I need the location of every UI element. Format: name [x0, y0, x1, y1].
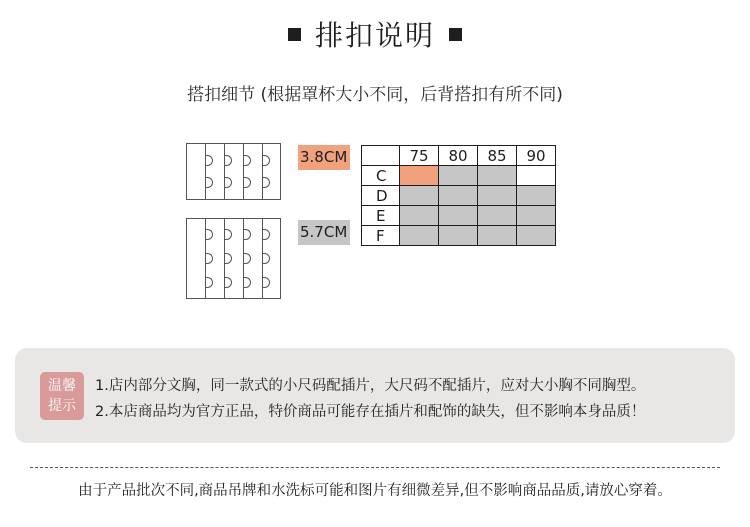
band-75: 75 [400, 146, 439, 166]
grid-cell [517, 206, 556, 226]
grid-corner [362, 146, 400, 166]
grid-cell [517, 166, 556, 186]
grid-cell [478, 226, 517, 246]
grid-row-c [362, 166, 556, 186]
grid-cell [400, 206, 439, 226]
grid-cell [478, 206, 517, 226]
band-90: 90 [517, 146, 556, 166]
hook-illustration-3-row [186, 218, 281, 299]
grid-header-row [362, 146, 556, 166]
title-left-square [288, 28, 301, 41]
tips-badge-line1: 温馨 [48, 378, 76, 394]
grid-cell [439, 166, 478, 186]
hook-illustration-2-row [186, 143, 281, 200]
grid-cell [478, 166, 517, 186]
grid-row-d [362, 186, 556, 206]
tip-line-2: 2.本店商品均为官方正品，特价商品可能存在插片和配饰的缺失，但不影响本身品质！ [95, 404, 646, 420]
grid-row-e [362, 206, 556, 226]
grid-cell [400, 166, 439, 186]
tips-panel [15, 348, 735, 443]
cup-f: F [362, 226, 400, 246]
tip-line-1: 1.店内部分文胸，同一款式的小尺码配插片，大尺码不配插片，应对大小胸不同胸型。 [95, 378, 646, 394]
grid-cell [439, 206, 478, 226]
grid-cell [439, 226, 478, 246]
footer-divider [30, 467, 720, 468]
title-row [0, 14, 750, 54]
grid-cell [517, 226, 556, 246]
tips-badge-line2: 提示 [48, 398, 76, 414]
grid-cell [439, 186, 478, 206]
swatch-5-7cm: 5.7CM [298, 220, 350, 245]
subtitle: 搭扣细节 (根据罩杯大小不同，后背搭扣有所不同) [187, 85, 563, 105]
grid-cell [478, 186, 517, 206]
grid-cell [400, 186, 439, 206]
cup-d: D [362, 186, 400, 206]
cup-e: E [362, 206, 400, 226]
title-right-square [449, 28, 462, 41]
band-80: 80 [439, 146, 478, 166]
cup-c: C [362, 166, 400, 186]
grid-cell [400, 226, 439, 246]
swatch-3-8cm: 3.8CM [298, 145, 350, 170]
size-grid [361, 145, 556, 246]
page-title: 排扣说明 [314, 19, 435, 52]
grid-cell [517, 186, 556, 206]
footer-note: 由于产品批次不同,商品吊牌和水洗标可能和图片有细微差异,但不影响商品品质,请放心穿着。 [78, 483, 672, 499]
grid-row-f [362, 226, 556, 246]
tips-badge [40, 372, 84, 420]
band-85: 85 [478, 146, 517, 166]
